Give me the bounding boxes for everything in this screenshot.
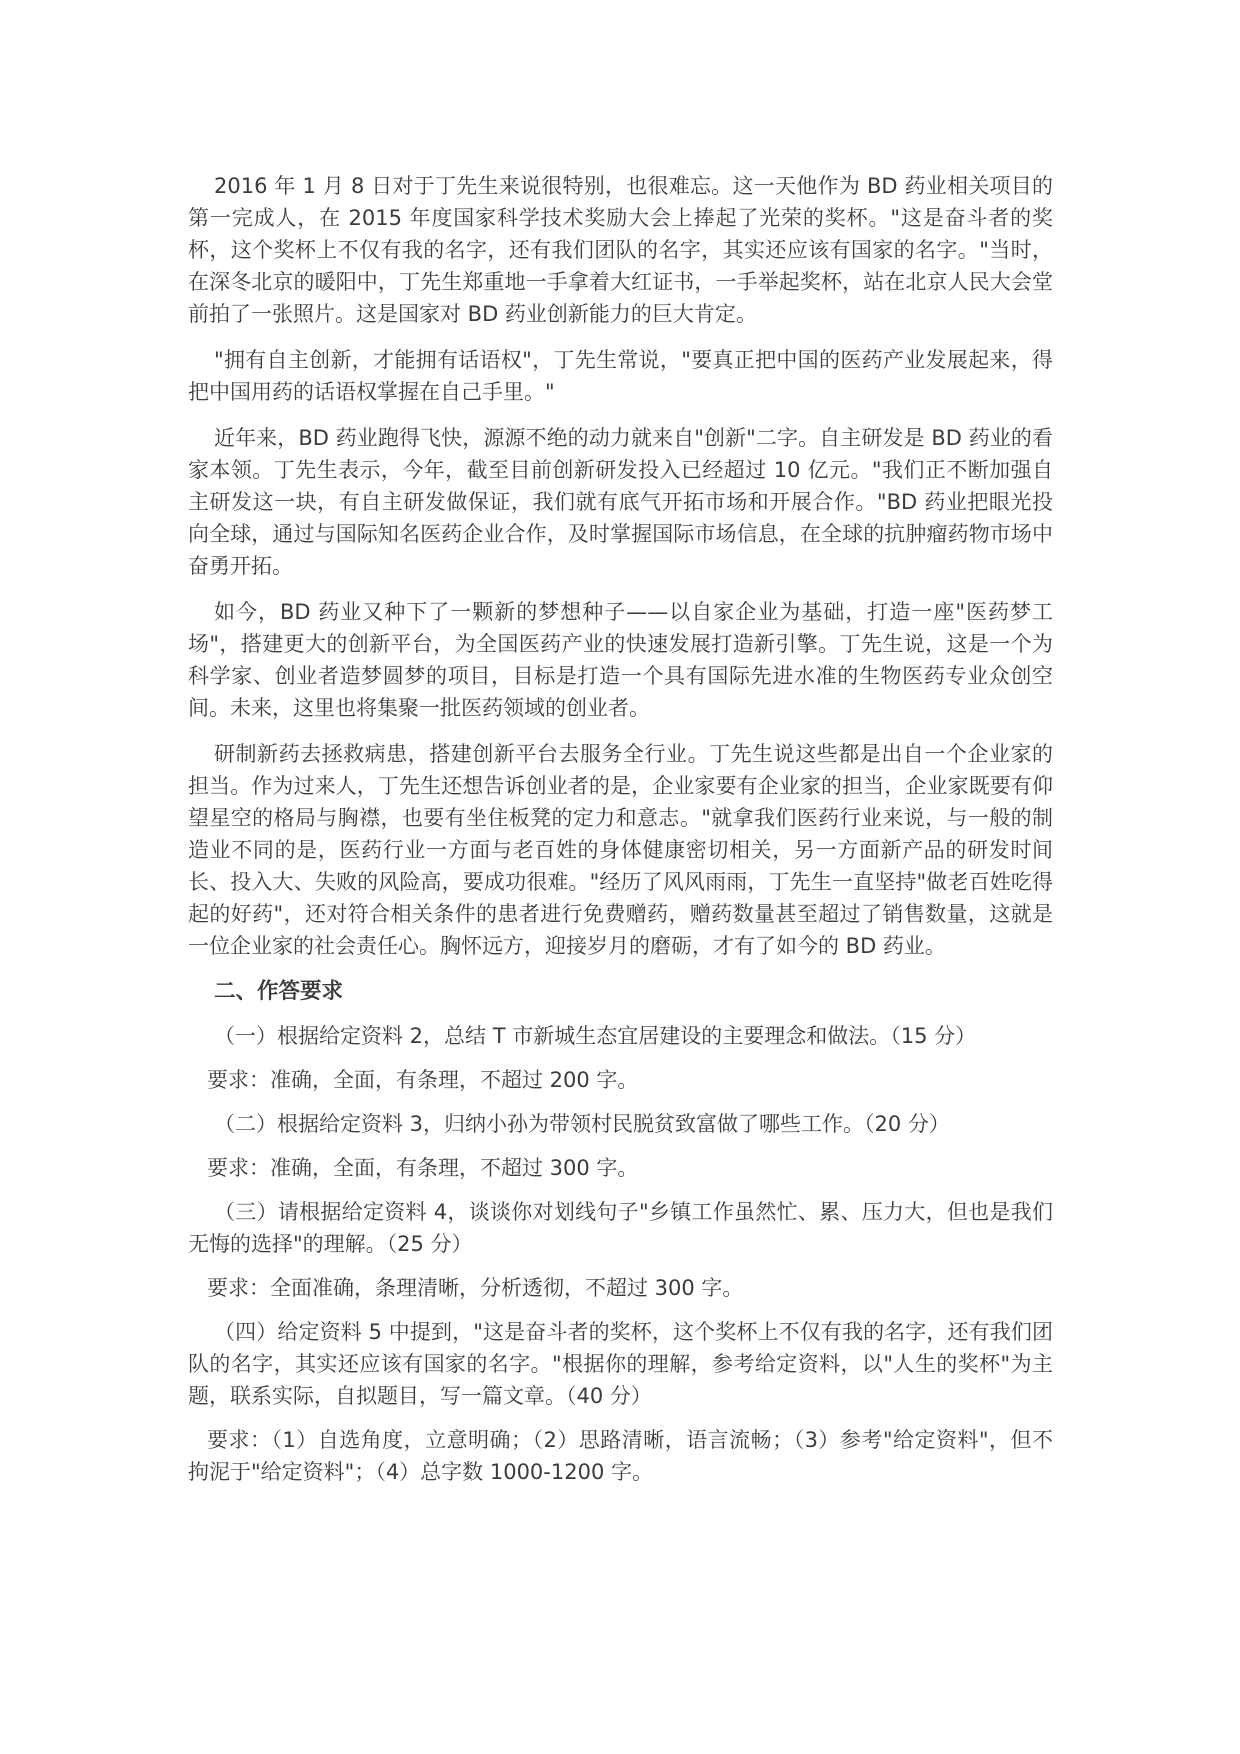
material-paragraph-1: 2016 年 1 月 8 日对于丁先生来说很特别，也很难忘。这一天他作为 BD 药业相关项目的第一完成人，在 2015 年度国家科学技术奖励大会上捧起了光荣的奖杯。"这是奋斗者的奖杯，这个奖杯上不仅有我的名字，还有我们团队的名字，其实还应该有国家的名字。"当时，在深冬北京的暖阳中，丁先生郑重地一手拿着大红证书，一手举起奖杯，站在北京人民大会堂前拍了一张照片。这是国家对 BD 药业创新能力的巨大肯定。 bbox=[188, 174, 1053, 326]
material-paragraph-5: 研制新药去拯救病患，搭建创新平台去服务全行业。丁先生说这些都是出自一个企业家的担当。作为过来人，丁先生还想告诉创业者的是，企业家要有企业家的担当，企业家既要有仰望星空的格局与胸襟，也要有坐住板凳的定力和意志。"就拿我们医药行业来说，与一般的制造业不同的是，医药行业一方面与老百姓的身体健康密切相关，另一方面新产品的研发时间长、投入大、失败的风险高，要成功很难。"经历了风风雨雨，丁先生一直坚持"做老百姓吃得起的好药"，还对符合相关条件的患者进行免费赠药，赠药数量甚至超过了销售数量，这就是一位企业家的社会责任心。胸怀远方，迎接岁月的磨砺，才有了如今的 BD 药业。 bbox=[188, 742, 1053, 958]
question-4-prompt: （四）给定资料 5 中提到，"这是奋斗者的奖杯，这个奖杯上不仅有我的名字，还有我们团队的名字，其实还应该有国家的名字。"根据你的理解，参考给定资料，以"人生的奖杯"为主题，联系实际，自拟题目，写一篇文章。（40 分） bbox=[188, 1320, 1053, 1408]
question-3-requirement: 要求：全面准确，条理清晰，分析透彻，不超过 300 字。 bbox=[207, 1276, 744, 1300]
question-4-requirement: 要求：（1）自选角度，立意明确；（2）思路清晰，语言流畅；（3）参考"给定资料"，但不拘泥于"给定资料"；（4）总字数 1000-1200 字。 bbox=[188, 1428, 1053, 1484]
material-paragraph-2: "拥有自主创新，才能拥有话语权"，丁先生常说，"要真正把中国的医药产业发展起来，得把中国用药的话语权掌握在自己手里。" bbox=[188, 348, 1053, 404]
question-1-prompt: （一）根据给定资料 2，总结 T 市新城生态宜居建设的主要理念和做法。（15 分） bbox=[214, 1024, 977, 1048]
question-3-prompt: （三）请根据给定资料 4，谈谈你对划线句子"乡镇工作虽然忙、累、压力大，但也是我们无悔的选择"的理解。（25 分） bbox=[188, 1200, 1053, 1256]
question-2-requirement: 要求：准确，全面，有条理，不超过 300 字。 bbox=[207, 1156, 639, 1180]
section-heading-answer-requirements: 二、作答要求 bbox=[214, 979, 344, 1004]
material-paragraph-3: 近年来，BD 药业跑得飞快，源源不绝的动力就来自"创新"二字。自主研发是 BD 药业的看家本领。丁先生表示，今年，截至目前创新研发投入已经超过 10 亿元。"我们正不断加强自主研发这一块，有自主研发做保证，我们就有底气开拓市场和开展合作。"BD 药业把眼光投向全球，通过与国际知名医药企业合作，及时掌握国际市场信息，在全球的抗肿瘤药物市场中奋勇开拓。 bbox=[188, 426, 1053, 578]
question-1-requirement: 要求：准确，全面，有条理，不超过 200 字。 bbox=[207, 1068, 639, 1092]
question-2-prompt: （二）根据给定资料 3，归纳小孙为带领村民脱贫致富做了哪些工作。（20 分） bbox=[214, 1112, 950, 1136]
material-paragraph-4: 如今，BD 药业又种下了一颗新的梦想种子——以自家企业为基础，打造一座"医药梦工场"，搭建更大的创新平台，为全国医药产业的快速发展打造新引擎。丁先生说，这是一个为科学家、创业者造梦圆梦的项目，目标是打造一个具有国际先进水准的生物医药专业众创空间。未来，这里也将集聚一批医药领域的创业者。 bbox=[188, 600, 1053, 720]
